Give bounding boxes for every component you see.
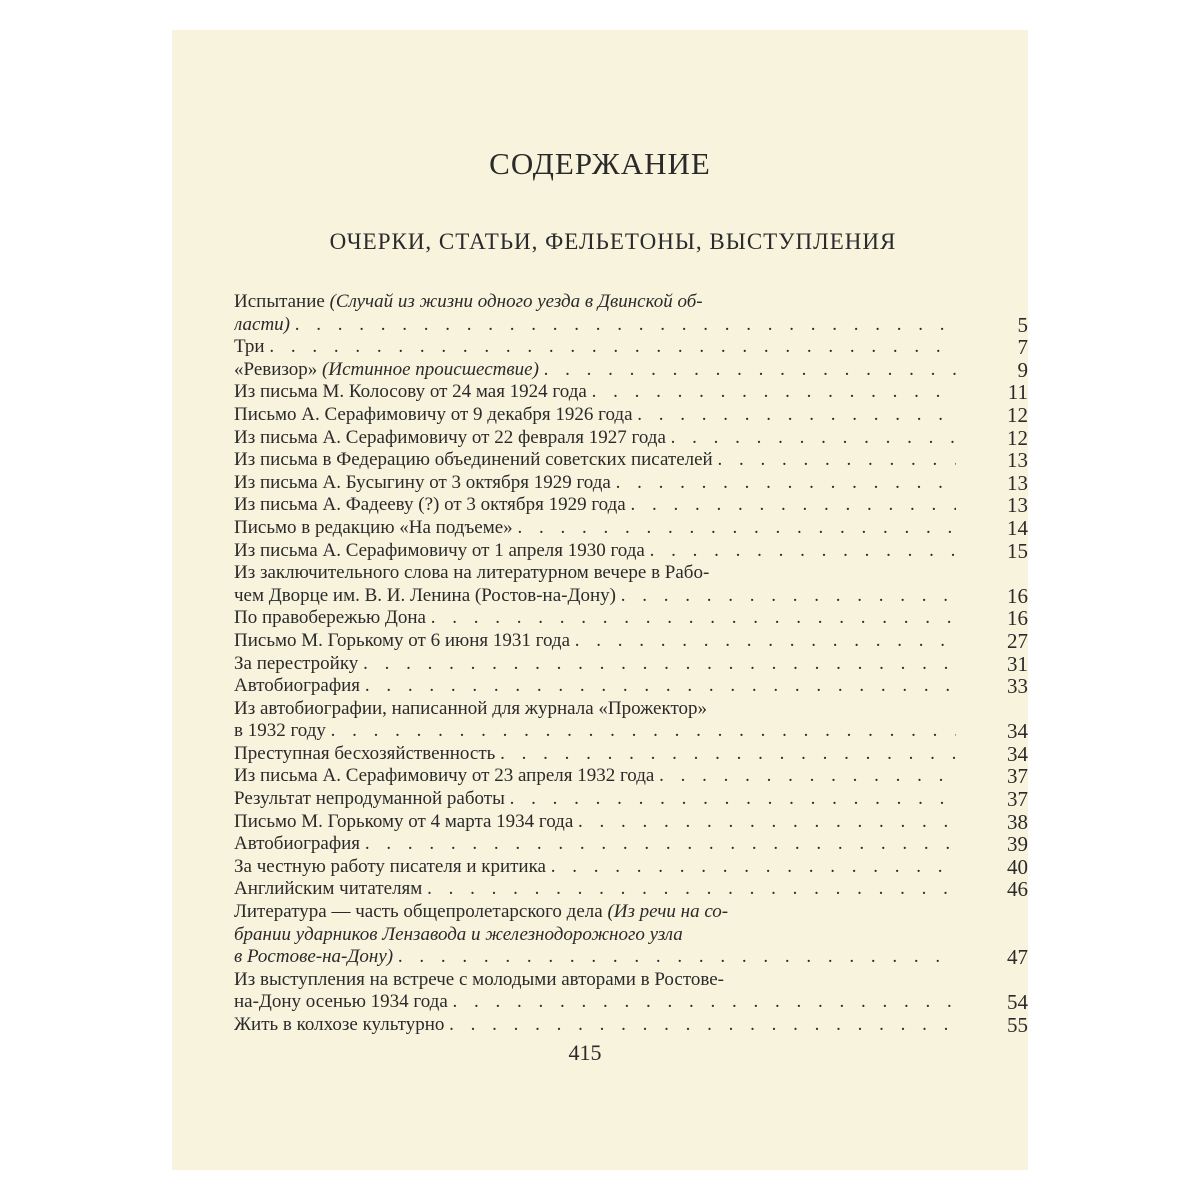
toc-entry-subtitle: (Из речи на со- (607, 901, 729, 923)
toc-entry (234, 470, 1028, 495)
toc-entry (234, 968, 1028, 1015)
toc-entry (234, 764, 1028, 789)
toc-page-number: 54 (1007, 990, 1028, 1015)
toc-entry-title: Испытание (234, 291, 330, 312)
toc-entry-title: Из письма в Федерацию объединений советских писателей (234, 449, 718, 471)
toc-page-number: 7 (1017, 335, 1028, 360)
toc-entry-line (234, 359, 956, 382)
toc-entry (234, 901, 1028, 970)
toc-entry-title: «Ревизор» (234, 358, 323, 380)
toc-entry-title: Три (234, 336, 270, 358)
toc-entry-title: За честную работу писателя и критика (234, 855, 551, 877)
toc-entry-title: Жить в колхозе культурно (234, 1014, 450, 1035)
toc-page-number: 40 (1007, 854, 1028, 879)
toc-page-number: 12 (1007, 425, 1028, 450)
toc-entry-title: Из письма А. Серафимовичу от 1 апреля 1930 года (234, 539, 650, 561)
toc-entry-title: Письмо М. Горькому от 4 марта 1934 года (234, 810, 579, 832)
toc-page-number: 31 (1007, 651, 1028, 676)
toc-entry-line (234, 607, 956, 630)
toc-page-number: 39 (1007, 832, 1028, 857)
toc-entry-line (234, 404, 956, 427)
toc-entry-line (234, 291, 956, 314)
toc-page-number: 13 (1007, 470, 1028, 495)
toc-page-number: 13 (1007, 448, 1028, 473)
toc-entry-title: Из письма А. Серафимовичу от 22 февраля 1927 года (234, 426, 671, 448)
toc-entry-subtitle: (Истинное происшествие) (322, 358, 539, 380)
toc-entry (234, 741, 1028, 766)
toc-entry (234, 538, 1028, 563)
toc-page-number: 27 (1007, 628, 1028, 653)
toc-entry-title: Из автобиографии, написанной для журнала «Прожектор» (234, 697, 707, 719)
toc-entry (234, 335, 1028, 360)
toc-entry-title: По правобережью Дона (234, 607, 431, 629)
toc-page-number: 5 (1017, 312, 1028, 337)
toc-page-number: 14 (1007, 515, 1028, 540)
toc-entry-title (393, 946, 398, 967)
toc-page-number: 37 (1007, 764, 1028, 789)
toc-entry-line (234, 946, 956, 969)
toc-entry-title: Из заключительного слова на литературном вечере в Рабо- (234, 562, 710, 584)
toc-entry-line (234, 675, 956, 698)
toc-entry (234, 448, 1028, 473)
toc-entry-title: Литература — часть общепролетарского дела (234, 901, 608, 923)
toc-page-number: 37 (1007, 787, 1028, 812)
toc-entry-subtitle: в Ростове-на-Дону) (234, 946, 394, 968)
toc-entry-title: чем Дворце им. В. И. Ленина (Ростов-на-Дону) (234, 584, 621, 606)
toc-page-number: 13 (1007, 493, 1028, 518)
toc-entry (234, 854, 1028, 879)
toc-page-number: 11 (1007, 380, 1028, 405)
toc-entry (234, 402, 1028, 427)
toc-page-number: 47 (1007, 945, 1028, 970)
toc-entry-line (234, 991, 956, 1014)
toc-entry-title: Автобиография (234, 675, 365, 697)
toc-entry (234, 787, 1028, 812)
toc-entry (234, 628, 1028, 653)
toc-entry (234, 651, 1028, 676)
toc-entry-title: в 1932 году (234, 720, 331, 742)
toc-entry-line (234, 427, 956, 450)
toc-entry (234, 562, 1028, 608)
toc-entry-title: Письмо А. Серафимовичу от 9 декабря 1926 года (234, 403, 638, 425)
toc-entry-line (234, 314, 956, 337)
toc-entry-line (234, 449, 956, 472)
toc-page-number: 16 (1007, 606, 1028, 631)
toc-entry-line (234, 924, 956, 947)
toc-page-number: 33 (1007, 674, 1028, 699)
toc-entry (234, 493, 1028, 518)
toc-entry-title: Результат непродуманной работы (234, 788, 510, 810)
toc-entry-title (539, 359, 544, 380)
toc-entry-line (234, 878, 956, 901)
page-number: 415 (568, 1040, 602, 1065)
toc-entry-subtitle: брании ударников Лензавода и железнодорожного узла (234, 923, 683, 945)
toc-entry-title (290, 314, 295, 335)
toc-entry-line (234, 1014, 956, 1037)
toc-page-number: 55 (1007, 1013, 1028, 1037)
toc-page-number: 9 (1017, 357, 1028, 382)
toc-entry-line (234, 336, 956, 359)
toc-entry-line (234, 585, 956, 608)
book-page (172, 30, 1028, 1170)
toc-entry-line (234, 720, 956, 743)
toc-entry-line (234, 811, 956, 834)
toc-entry (234, 425, 1028, 450)
toc-entry-title: Английским читателям (234, 878, 428, 900)
toc-entry (234, 809, 1028, 834)
page-title: СОДЕРЖАНИЕ (489, 146, 711, 181)
toc-entry-title: Письмо в редакцию «На подъеме» (234, 516, 518, 538)
toc-entry-line (234, 630, 956, 653)
toc-entry (234, 832, 1028, 857)
toc-entry-line (234, 743, 956, 766)
toc-entry-title: Автобиография (234, 833, 365, 855)
toc-entry-title: Письмо М. Горькому от 6 июня 1931 года (234, 629, 575, 651)
toc-entry-title: За перестройку (234, 652, 364, 674)
toc-entry-title: Из письма М. Колосову от 24 мая 1924 года (234, 381, 592, 403)
toc-page-number: 38 (1007, 809, 1028, 834)
toc-entry-title: Из выступления на встрече с молодыми авторами в Ростове- (234, 968, 725, 990)
toc-page-number: 16 (1007, 583, 1028, 608)
toc-page-number: 34 (1007, 719, 1028, 744)
toc-page-number: 15 (1007, 538, 1028, 563)
toc-entry-line (234, 901, 956, 924)
toc-entry (234, 515, 1028, 540)
toc-page-number: 46 (1007, 877, 1028, 902)
toc-entry-line (234, 788, 956, 811)
toc-entry (234, 380, 1028, 405)
toc-page-number: 34 (1007, 741, 1028, 766)
toc-entry-line (234, 765, 956, 788)
toc-entry-line (234, 381, 956, 404)
toc-entry (234, 606, 1028, 631)
toc-entry-line (234, 833, 956, 856)
toc-entry-subtitle: (Случай из жизни одного уезда в Двинской об- (329, 291, 703, 312)
toc-entry-line (234, 562, 956, 585)
toc-entry-line (234, 472, 956, 495)
toc-entry-title: Преступная бесхозяйственность (234, 742, 501, 764)
toc-entry-subtitle: ласти) (234, 313, 290, 335)
toc-entry-title: на-Дону осенью 1934 года (234, 991, 453, 1013)
toc-entry-line (234, 969, 956, 992)
toc-entry (234, 697, 1028, 744)
toc-entry-line (234, 698, 956, 721)
toc-entry (234, 674, 1028, 699)
toc-page-number: 12 (1007, 402, 1028, 427)
toc-entry-title: Из письма А. Серафимовичу от 23 апреля 1932 года (234, 765, 660, 787)
toc-entry (234, 291, 1028, 337)
table-of-contents (234, 291, 1028, 1037)
section-heading: ОЧЕРКИ, СТАТЬИ, ФЕЛЬЕТОНЫ, ВЫСТУПЛЕНИЯ (329, 229, 897, 254)
toc-entry-line (234, 540, 956, 563)
toc-entry-title: Из письма А. Фадееву (?) от 3 октября 1929 года (234, 494, 631, 516)
toc-entry (234, 877, 1028, 902)
toc-entry-line (234, 856, 956, 879)
toc-entry-line (234, 653, 956, 676)
toc-entry (234, 1013, 1028, 1037)
toc-entry-title: Из письма А. Бусыгину от 3 октября 1929 года (234, 471, 616, 493)
toc-entry (234, 357, 1028, 382)
toc-entry-line (234, 517, 956, 540)
toc-entry-line (234, 494, 956, 517)
